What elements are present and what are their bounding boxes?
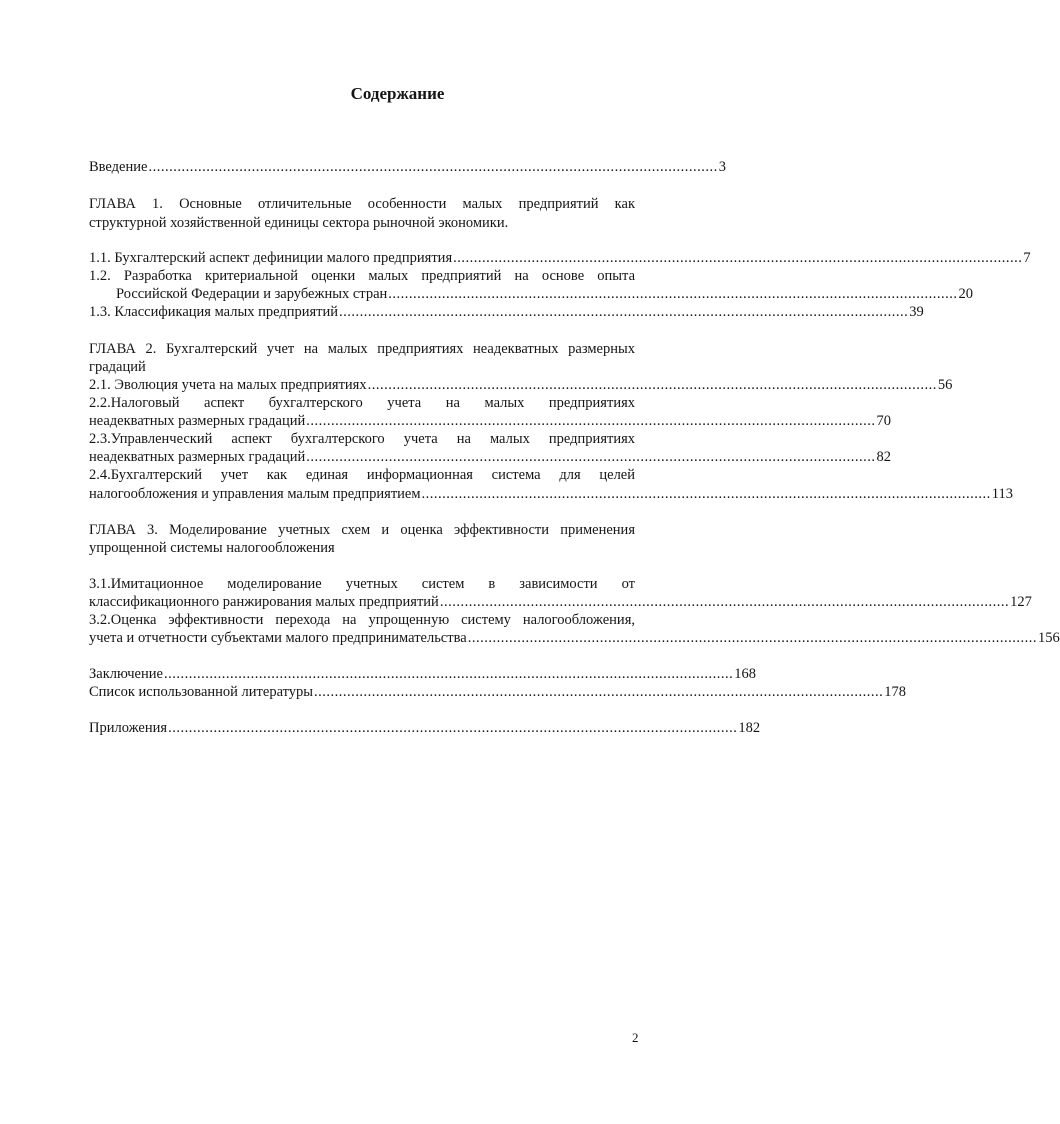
toc-entry-text: неадекватных размерных градаций [89, 413, 306, 429]
chapter-1-heading-line-2: структурной хозяйственной единицы сектора рыночной экономики. [89, 215, 509, 231]
toc-entry-3-2-line-1: 3.2.Оценка эффективности перехода на упрощенную систему налогообложения, [89, 612, 635, 628]
toc-entry-3-1-line-1: 3.1.Имитационное моделирование учетных систем в зависимости от [89, 576, 635, 592]
toc-page-number: 39 [909, 304, 924, 320]
chapter-3-heading-line-2: упрощенной системы налогообложения [89, 540, 335, 556]
toc-leader-dots: .......................................................................................................................................... [388, 286, 958, 302]
toc-entry-intro [89, 158, 726, 176]
toc-entry-1-3 [89, 303, 924, 321]
toc-entry-2-4 [89, 485, 1014, 503]
toc-leader-dots: .......................................................................................................................................... [168, 720, 738, 736]
toc-page-number: 182 [738, 720, 761, 736]
toc-leader-dots: .......................................................................................................................................... [339, 304, 909, 320]
toc-entry-2-4-line-1: 2.4.Бухгалтерский учет как единая информационная система для целей [89, 467, 635, 483]
toc-page-number: 113 [991, 486, 1014, 502]
toc-entry-conclusion [89, 665, 756, 683]
toc-entry-literature [89, 683, 907, 701]
toc-page-number: 82 [876, 449, 892, 465]
toc-entry-2-2-line-1: 2.2.Налоговый аспект бухгалтерского учета на малых предприятиях [89, 395, 635, 411]
chapter-3-heading-line-1: ГЛАВА 3. Моделирование учетных схем и оценка эффективности применения [89, 522, 635, 538]
chapter-2-heading-line-2: градаций [89, 359, 146, 375]
toc-entry-text: Введение [89, 159, 148, 175]
toc-entry-1-2-line-1: 1.2. Разработка критериальной оценки малых предприятий на основе опыта [89, 268, 635, 284]
toc-entry-text: Приложения [89, 720, 168, 736]
chapter-1-heading-line-1: ГЛАВА 1. Основные отличительные особенности малых предприятий как [89, 196, 635, 212]
toc-leader-dots: .......................................................................................................................................... [148, 159, 718, 175]
toc-entry-2-1 [89, 376, 953, 394]
toc-entry-1-2 [116, 285, 974, 303]
toc-page-number: 56 [937, 377, 953, 393]
toc-leader-dots: .......................................................................................................................................... [439, 594, 1010, 610]
toc-leader-dots: .......................................................................................................................................... [467, 630, 1037, 646]
toc-entry-text: 1.1. Бухгалтерский аспект дефиниции малого предприятия [89, 250, 453, 266]
toc-page-number: 127 [1010, 594, 1032, 610]
toc-page-number: 7 [1023, 250, 1031, 266]
toc-page-number: 168 [734, 666, 756, 682]
toc-page-number: 20 [958, 286, 974, 302]
toc-entry-2-3 [89, 448, 892, 466]
toc-leader-dots: .......................................................................................................................................... [453, 250, 1023, 266]
toc-entry-2-2 [89, 412, 892, 430]
toc-leader-dots: .......................................................................................................................................... [306, 449, 876, 465]
toc-entry-text: 1.3. Классификация малых предприятий [89, 304, 338, 320]
page-number: 2 [632, 1030, 639, 1045]
toc-entry-text: Российской Федерации и зарубежных стран [116, 286, 388, 302]
toc-entry-2-3-line-1: 2.3.Управленческий аспект бухгалтерского учета на малых предприятиях [89, 431, 635, 447]
toc-entry-1-1 [89, 249, 1031, 267]
toc-leader-dots: .......................................................................................................................................... [306, 413, 876, 429]
chapter-2-heading-line-1: ГЛАВА 2. Бухгалтерский учет на малых предприятиях неадекватных размерных [89, 341, 635, 357]
page-title: Содержание [350, 84, 445, 103]
toc-entry-text: Заключение [89, 666, 163, 682]
toc-entry-text: налогообложения и управления малым предприятием [89, 486, 421, 502]
toc-page-number: 178 [884, 684, 907, 700]
toc-entry-3-1 [89, 593, 1032, 611]
toc-entry-text: учета и отчетности субъектами малого предпринимательства [89, 630, 467, 646]
toc-entry-text: Список использованной литературы [89, 684, 314, 700]
toc-entry-appendix [89, 719, 761, 737]
toc-page-number: 3 [718, 159, 726, 175]
toc-entry-text: неадекватных размерных градаций [89, 449, 306, 465]
toc-page-number: 70 [876, 413, 892, 429]
toc-leader-dots: .......................................................................................................................................... [314, 684, 884, 700]
toc-page-number: 156 [1037, 630, 1060, 646]
toc-entry-text: классификационного ранжирования малых предприятий [89, 594, 439, 610]
toc-leader-dots: .......................................................................................................................................... [421, 486, 991, 502]
toc-leader-dots: .......................................................................................................................................... [163, 666, 734, 682]
toc-entry-3-2 [89, 629, 1060, 647]
toc-entry-text: 2.1. Эволюция учета на малых предприятиях [89, 377, 367, 393]
toc-leader-dots: .......................................................................................................................................... [367, 377, 937, 393]
